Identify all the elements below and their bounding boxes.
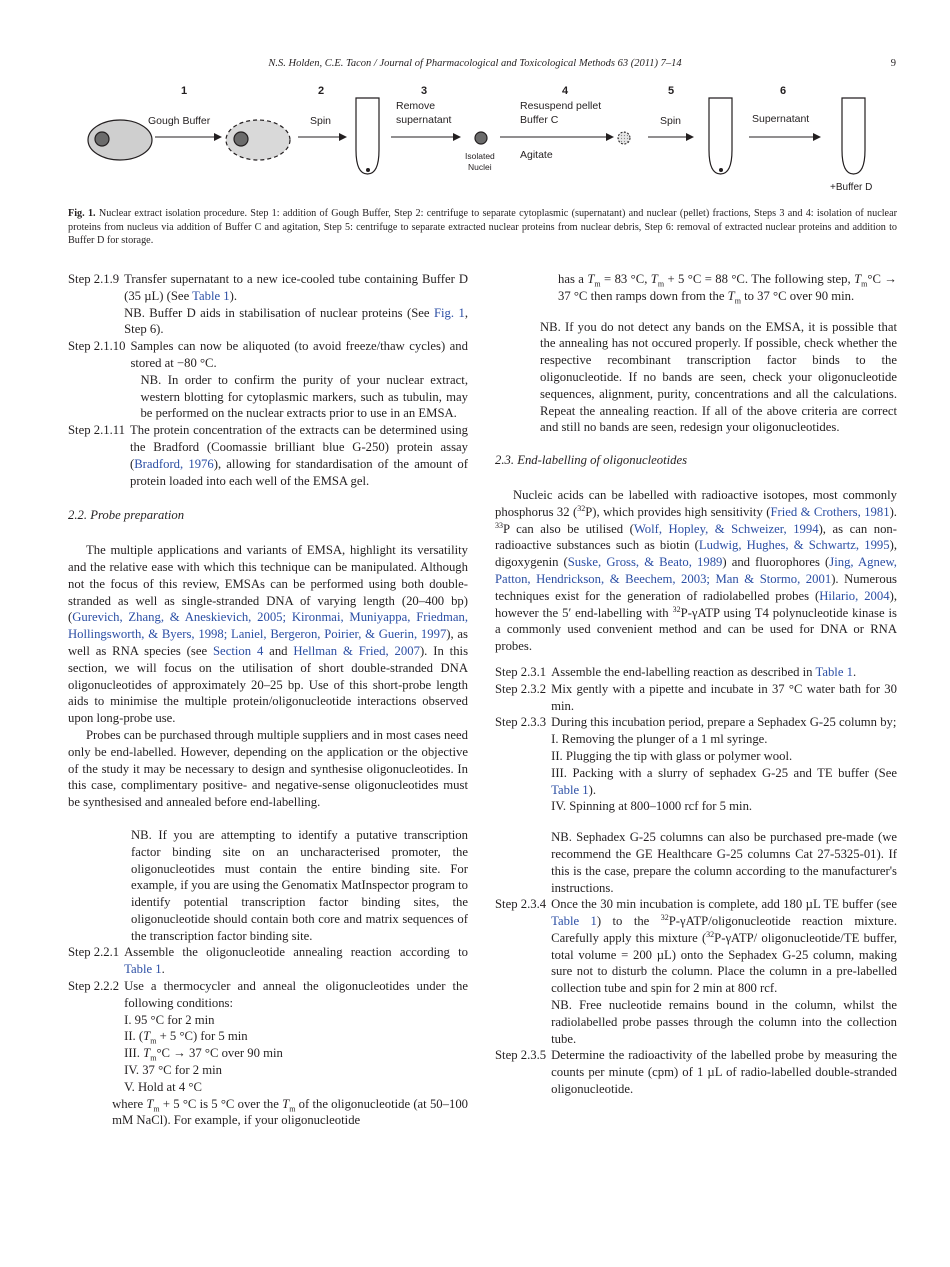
label-nuclei: Nuclei xyxy=(468,162,492,172)
pellet-shape-2 xyxy=(719,168,723,172)
paragraph-text: and xyxy=(263,643,294,658)
step-text: Assemble the oligonucleotide annealing reaction according to xyxy=(124,945,468,960)
citation-link[interactable]: Hellman & Fried, 2007 xyxy=(293,643,420,658)
step-2-3-1: Step 2.3.1 Assemble the end-labelling reaction as described in Table 1. xyxy=(495,664,857,679)
tube-3-shape xyxy=(842,98,865,174)
step-number-4: 4 xyxy=(562,85,569,97)
step-text: Use a thermocycler and anneal the oligonucleotides under the following conditions: xyxy=(124,979,468,1010)
nucleus-shape xyxy=(95,132,109,146)
step-label: Step 2.3.2 xyxy=(495,681,547,696)
condition-2: II. ($T_m + 5$ °C) for 5 min xyxy=(124,1029,248,1046)
paragraph: Nucleic acids can be labelled with radioactive isotopes, most commonly phosphorus 32 ($^{32}$P), which provides high sensitivity (Fried & Crothers, 1981). $^{33}$P can also be utilised (Wolf, Hopley, & Schweizer, 1994), as can non-radioactive substances such as biotin (Ludwig, Hughes, & Schwartz, 1995), digoxygenin (Suske, Gross, & Beato, 1989) and fluorophores (Jing, Agnew, Patton, Hendrickson, & Beechem, 2003; Man & Stormo, 2001). Numerous techniques exist for the generation of radiolabelled probes (Hilario, 2004), however the 5′ end-labelling with $^{32}$P-γATP using T4 polynucleotide kinase is a commonly used convenient method and can be used for DNA or RNA probes. xyxy=(495,487,898,654)
step-2-2-2 xyxy=(68,978,468,1129)
step-number-6: 6 xyxy=(780,85,787,97)
label-gough-buffer: Gough Buffer xyxy=(148,115,211,127)
label-resuspend-pellet: Resuspend pellet xyxy=(520,100,602,112)
step-number-2: 2 xyxy=(318,85,325,97)
section-heading-2-2: 2.2. Probe preparation xyxy=(68,508,185,523)
tube-2-shape xyxy=(709,98,732,174)
page-number: 9 xyxy=(890,58,896,69)
step-label: Step 2.1.11 xyxy=(68,423,125,438)
list-item: IV. Spinning at 800–1000 rcf for 5 min. xyxy=(551,799,753,814)
step-label: Step 2.3.5 xyxy=(495,1048,547,1063)
figure-1-caption xyxy=(68,207,897,248)
table-1-link[interactable]: Table 1 xyxy=(192,288,230,303)
note-text: NB. In order to confirm the purity of your nuclear extract, western blotting for cytoplasmic markers, such as tubulin, may be performed on the nuclear extracts prior to use in an EMSA. xyxy=(140,372,468,421)
step-label: Step 2.1.9 xyxy=(68,272,120,286)
step-text: where $T_m + 5$ °C is 5 °C over the $T_m$ of the oligonucleotide (at 50–100 mM NaCl). For example, if your oligonucleotide xyxy=(112,1096,469,1128)
left-column xyxy=(68,271,468,1129)
tube-1-shape xyxy=(356,98,379,174)
step-number-3: 3 xyxy=(421,85,428,97)
running-title: N.S. Holden, C.E. Tacon / Journal of Pharmacological and Toxicological Methods 63 (2011) 7–14 xyxy=(268,58,682,69)
label-buffer-d: +Buffer D xyxy=(830,182,873,193)
condition-4: IV. 37 °C for 2 min xyxy=(124,1063,222,1078)
section-heading-2-3: 2.3. End-labelling of oligonucleotides xyxy=(495,453,688,468)
label-supernatant-1: supernatant xyxy=(396,114,452,126)
right-column xyxy=(495,271,897,1098)
note-text: NB. Free nucleotide remains bound in the column, whilst the radiolabelled probe passes through the column into the collection tube. xyxy=(551,998,897,1046)
note-probe: NB. If you are attempting to identify a putative transcription factor binding site on an uncharacterised promoter, the oligonucleotides must contain the entire binding site. For example, if you are using the Genomatix MatInspector program to identify potential transcription factor binding sites, the oligonucleotide should contain both core and matrix sequences of the transcription factor binding site. xyxy=(131,827,468,943)
step-text: Mix gently with a pipette and incubate in 37 °C water bath for 30 min. xyxy=(551,681,897,713)
step-number-1: 1 xyxy=(181,85,188,97)
isolated-nucleus-shape xyxy=(475,132,487,144)
list-item: I. Removing the plunger of a 1 ml syringe. xyxy=(551,732,768,747)
step-text: Samples can now be aliquoted (to avoid freeze/thaw cycles) and stored at −80 °C. xyxy=(130,339,468,370)
table-1-link[interactable]: Table 1 xyxy=(551,782,589,797)
citation-link[interactable]: Gurevich, Zhang, & Aneskievich, 2005; Kironmai, Muniyappa, Friedman, Hollingsworth, & Byers, 1998; Laniel, Bergeron, Poirier, & Guerin, 1997 xyxy=(68,610,468,642)
table-1-link[interactable]: Table 1 xyxy=(551,914,597,929)
step-2-3-5 xyxy=(495,1047,897,1097)
citation-link[interactable]: Ludwig, Hughes, & Schwartz, 1995 xyxy=(698,538,890,553)
paragraph-text: The multiple applications and variants of EMSA, highlight its versatility and the relative ease with which this technique can be manipulated. Although not the focus of this review, EMSAs can be performed using both double-stranded as well as single-stranded DNA of varying length (20–400 bp) ( xyxy=(68,543,468,625)
step-2-2-1 xyxy=(68,944,468,978)
label-buffer-c: Buffer C xyxy=(520,114,559,126)
section-4-link[interactable]: Section 4 xyxy=(213,643,264,658)
caption-label: Fig. 1. xyxy=(68,208,96,219)
condition-5: V. Hold at 4 °C xyxy=(124,1079,202,1094)
step-label: Step 2.3.3 xyxy=(495,715,547,730)
step-number-5: 5 xyxy=(668,85,675,97)
caption-text: Nuclear extract isolation procedure. Step 1: addition of Gough Buffer, Step 2: centrifuge to separate cytoplasmic (supernatant) and nuclear (pellet) fractions, Steps 3 and 4: isolation of nuclear proteins from nucleus via addition of Buffer C and agitation, Step 5: centrifuge to separate extracted nuclear proteins from nuclear debris, Step 6: removal of extracted nuclear proteins and addition to Buffer D for storage. xyxy=(68,208,897,246)
label-remove: Remove xyxy=(396,100,436,112)
step-label: Step 2.3.4 xyxy=(495,897,547,912)
condition-3: III. $T_m^\circ C \to 37$ °C over 90 min xyxy=(124,1046,283,1063)
agitated-nucleus-shape xyxy=(618,132,630,144)
label-spin-1: Spin xyxy=(310,115,332,127)
condition-1: I. 95 °C for 2 min xyxy=(124,1012,215,1027)
fig-1-link[interactable]: Fig. 1 xyxy=(433,305,465,320)
label-spin-2: Spin xyxy=(660,115,682,127)
step-2-3-4: Step 2.3.4 Once the 30 min incubation is complete, add 180 µL TE buffer (see Table 1) to the $^{32}$P-γATP/oligonucleotide reaction mixture. Carefully apply this mixture ($^{32}$P-γATP/ oligonucleotide/TE buffer, total volume = 200 µL) onto the Sephadex G-25 column, making sure not to disturb the column. Place the column in a pre-labelled collection tube and spin for 2 min at 800 rcf. NB. Free nucleotide remains bound in the column, whilst the radiolabelled probe passes through the column into the collection tube. xyxy=(495,897,897,1046)
step-2-1-11 xyxy=(68,422,468,489)
step-label: Step 2.1.10 xyxy=(68,339,126,354)
step-text: ). xyxy=(229,288,238,303)
citation-link[interactable]: Jing, Agnew, Patton, Hendrickson, & Beechem, 2003; Man & Stormo, 2001 xyxy=(495,555,897,586)
step-label: Step 2.2.1 xyxy=(68,945,120,960)
step-text: The protein concentration of the extracts can be determined using the Bradford (Coomassie brilliant blue G-250) protein assay ( xyxy=(129,423,468,471)
step-2-1-10 xyxy=(68,338,468,422)
step-text: During this incubation period, prepare a Sephadex G-25 column by; xyxy=(551,715,897,730)
paragraph: Probes can be purchased through multiple suppliers and in most cases need only be end-labelled. However, depending on the application or the objective of the study it may be necessary to design and synthesise oligonucleotides. In this case, complimentary positive- and negative-sense oligonucleotides must be synthesised and annealed before end-labelling. xyxy=(68,727,468,810)
table-1-link[interactable]: Table 1 xyxy=(815,664,853,679)
step-text: . xyxy=(161,962,165,977)
step-text: ), allowing for standardisation of the amount of protein loaded into each well of the EMSA gel. xyxy=(129,456,468,488)
citation-link[interactable]: Hilario, 2004 xyxy=(819,588,890,603)
step-text: Determine the radioactivity of the labelled probe by measuring the counts per minute (cpm) of 1 µL of radio-labelled double-stranded oligonucleotide. xyxy=(551,1048,897,1097)
list-item: III. Packing with a slurry of sephadex G-25 and TE buffer (See Table 1). xyxy=(551,765,897,797)
citation-link[interactable]: Fried & Crothers, 1981 xyxy=(770,504,890,519)
note-annealing: NB. If you do not detect any bands on the EMSA, it is possible that the annealing has not occured properly. If possible, check whether the respective recombinant transcription factor binds to the oligonucleotide. If no bands are seen, check your oligonucleotide sequences, alignment, purity, concentrations and all the calculations. Repeat the annealing reaction. If all of the above criteria are correct and still no bands are seen, redesign your oligonucleotides. xyxy=(540,319,897,435)
nucleus-shape-2 xyxy=(234,132,248,146)
step-label: Step 2.2.2 xyxy=(68,979,120,994)
step-label: Step 2.3.1 xyxy=(495,664,547,679)
paragraph-text: ), as well as RNA species (see xyxy=(68,627,468,658)
label-supernatant-2: Supernatant xyxy=(752,113,810,125)
table-1-link[interactable]: Table 1 xyxy=(124,962,162,977)
note-text: NB. Buffer D aids in stabilisation of nuclear proteins (See xyxy=(124,305,434,320)
figure-1 xyxy=(68,80,908,200)
step-2-2-2-continued: has a $T_m = 83$ °C, $T_m + 5$ °C = 88 °C. The following step, $T_m^\circ C \to 37$ °C then ramps down from the $T_m$ to 37 °C over 90 min. xyxy=(558,272,897,306)
step-2-3-2 xyxy=(495,681,897,715)
note-text: , Step 6). xyxy=(124,305,468,337)
label-agitate: Agitate xyxy=(520,149,553,161)
step-text: Transfer supernatant to a new ice-cooled tube containing Buffer D (35 µL) (See xyxy=(124,272,468,303)
figure-1-diagram xyxy=(68,80,908,200)
bradford-link[interactable]: Bradford, 1976 xyxy=(134,456,214,471)
paragraph xyxy=(68,542,468,727)
step-2-3-3 xyxy=(495,714,897,896)
citation-link[interactable]: Suske, Gross, & Beato, 1989 xyxy=(567,555,723,570)
pellet-shape-1 xyxy=(366,168,370,172)
list-item: II. Plugging the tip with glass or polymer wool. xyxy=(551,748,793,763)
step-2-1-9 xyxy=(68,271,468,338)
citation-link[interactable]: Wolf, Hopley, & Schweizer, 1994 xyxy=(633,521,819,536)
label-isolated: Isolated xyxy=(465,151,495,161)
paragraph-text: ). In this section, we will focus on the utilisation of short double-stranded DNA oligonucleotides of approximately 20–25 bp. Use of this short-probe length aids to minimise the multiple protein/oligonucleotide interactions observed upon long-probe use. xyxy=(68,643,469,726)
note-text: NB. Sephadex G-25 columns can also be purchased pre-made (we recommend the GE Healthcare G-25 columns Cat 27-5325-01). If this is the case, prepare the column according to the manufacturer's instructions. xyxy=(551,830,897,895)
